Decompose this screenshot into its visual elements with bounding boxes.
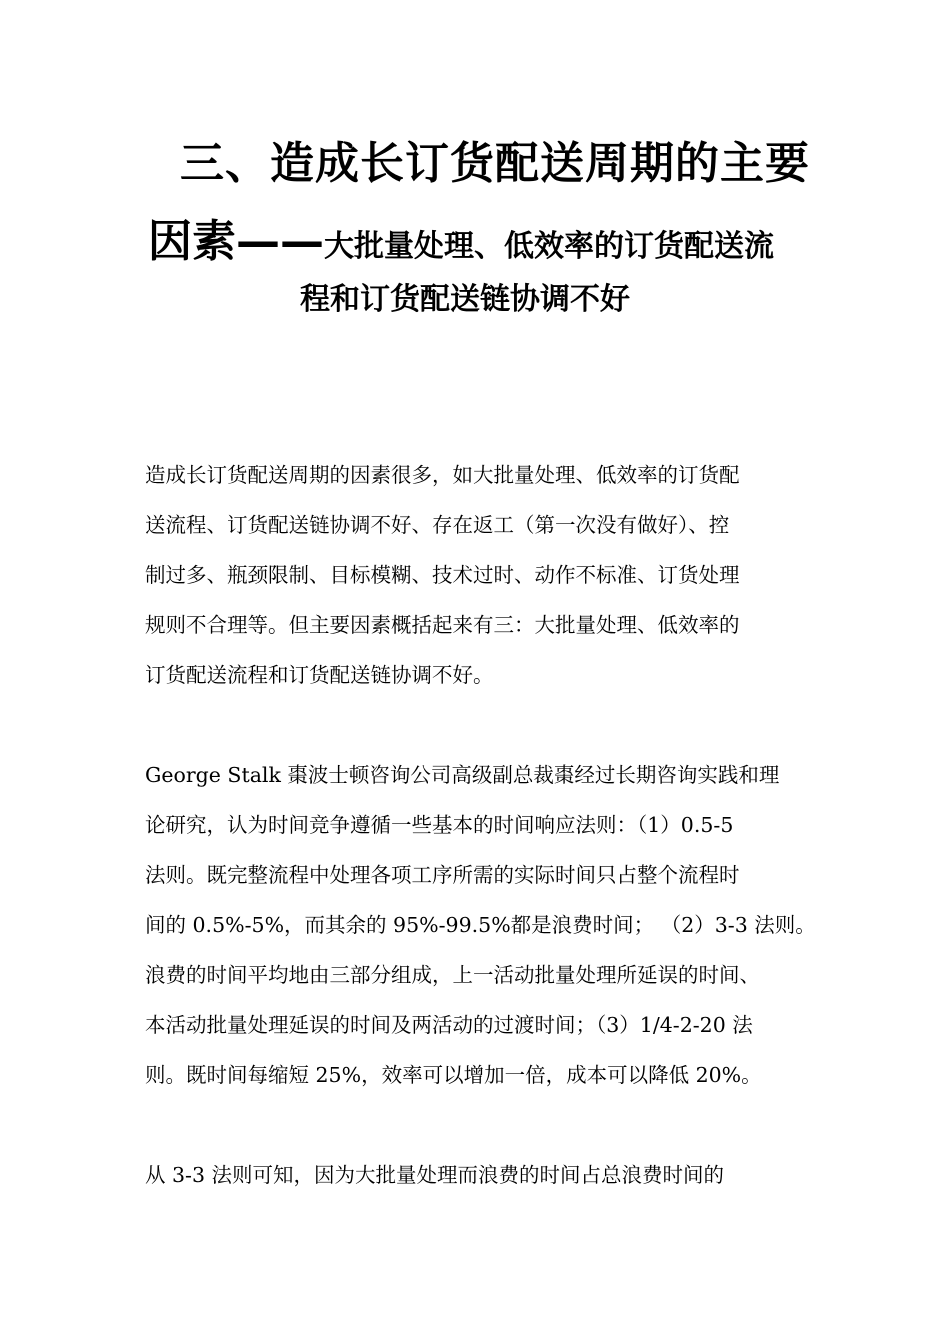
paragraph-line: 从 3-3 法则可知，因为大批量处理而浪费的时间占总浪费时间的 — [145, 1163, 725, 1187]
heading-line-2-large: 因素—— — [148, 216, 324, 267]
paragraph-line: 本活动批量处理延误的时间及两活动的过渡时间；（3）1/4-2-20 法 — [145, 1013, 753, 1037]
paragraph-line: 订货配送流程和订货配送链协调不好。 — [145, 663, 494, 687]
paragraph-line: 规则不合理等。但主要因素概括起来有三：大批量处理、低效率的 — [145, 613, 740, 637]
heading-line-2 — [148, 214, 774, 279]
paragraph-line: 法则。既完整流程中处理各项工序所需的实际时间只占整个流程时 — [145, 863, 740, 887]
heading-line-2-small: 大批量处理、低效率的订货配送流 — [324, 229, 774, 264]
paragraph-line: 间的 0.5%-5%，而其余的 95%-99.5%都是浪费时间； （2）3-3 法则。 — [145, 913, 816, 937]
heading-line-1: 三、造成长订货配送周期的主要 — [180, 138, 810, 189]
paragraph-line: 送流程、订货配送链协调不好、存在返工（第一次没有做好）、控 — [145, 513, 730, 537]
paragraph-line: 论研究，认为时间竞争遵循一些基本的时间响应法则：（1）0.5-5 — [145, 813, 734, 837]
heading-line-3: 程和订货配送链协调不好 — [300, 282, 630, 317]
paragraph-causes — [145, 450, 825, 700]
paragraph-line: 则。既时间每缩短 25%，效率可以增加一倍，成本可以降低 20%。 — [145, 1063, 762, 1087]
paragraph-line: 造成长订货配送周期的因素很多，如大批量处理、低效率的订货配 — [145, 463, 740, 487]
paragraph-time-rules — [145, 750, 825, 1100]
paragraph-line: George Stalk 棗波士顿咨询公司高级副总裁棗经过长期咨询实践和理 — [145, 763, 780, 787]
paragraph-line: 浪费的时间平均地由三部分组成，上一活动批量处理所延误的时间、 — [145, 963, 760, 987]
paragraph-conclusion — [145, 1150, 825, 1200]
paragraph-line: 制过多、瓶颈限制、目标模糊、技术过时、动作不标准、订货处理 — [145, 563, 740, 587]
